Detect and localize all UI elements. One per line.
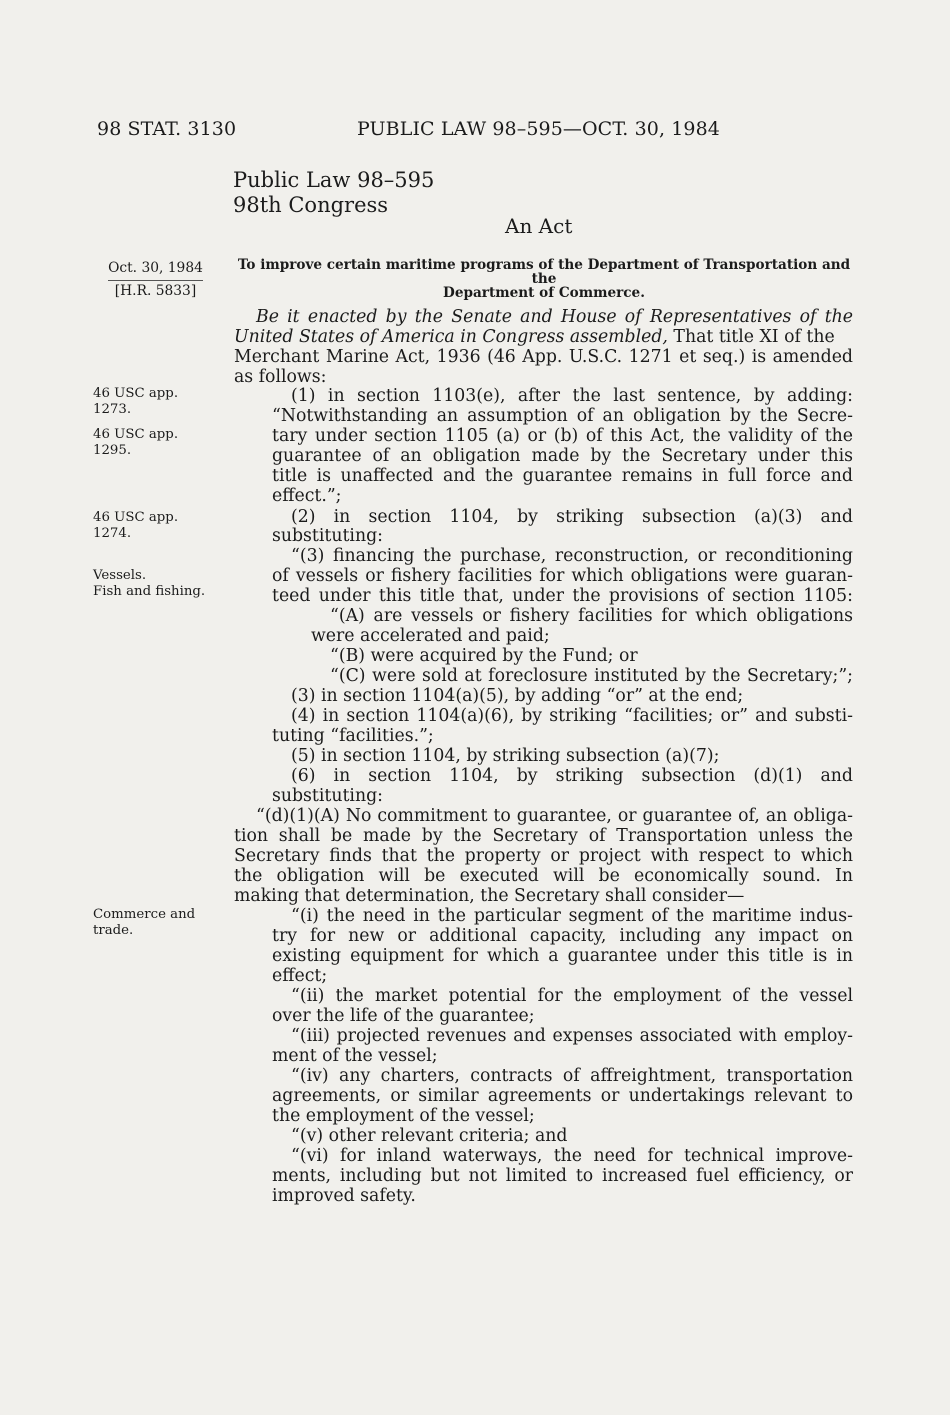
margin-note-line: 1295. xyxy=(93,443,132,458)
bill-number: [H.R. 5833] xyxy=(114,283,197,299)
congress-number: 98th Congress xyxy=(233,193,389,217)
margin-note-line: trade. xyxy=(93,923,134,938)
body-line: over the life of the guarantee; xyxy=(272,1006,535,1026)
margin-note-usc-1273 xyxy=(93,386,178,418)
enactment-date: Oct. 30, 1984 xyxy=(108,258,203,281)
margin-note-line: 46 USC app. xyxy=(93,427,179,442)
body-line: “(C) were sold at foreclosure instituted by the Secretary;”; xyxy=(330,666,853,686)
body-line: guarantee of an obligation made by the Secretary under this xyxy=(272,446,853,466)
body-line: (2) in section 1104, by striking subsection (a)(3) and xyxy=(291,507,853,527)
body-line: “(vi) for inland waterways, the need for technical improve- xyxy=(291,1146,853,1166)
body-line: making that determination, the Secretary shall consider— xyxy=(234,886,745,906)
body-line: “(v) other relevant criteria; and xyxy=(291,1126,568,1146)
body-line: agreements, or similar agreements or undertakings relevant to xyxy=(272,1086,853,1106)
body-line: title is unaffected and the guarantee remains in full force and xyxy=(272,466,853,486)
body-line: “(d)(1)(A) No commitment to guarantee, or guarantee of, an obliga- xyxy=(256,806,853,826)
margin-note-line: 1273. xyxy=(93,402,132,417)
enacting-clause-line xyxy=(234,327,853,347)
body-line: Secretary finds that the property or project with respect to which xyxy=(234,846,853,866)
body-line: tion shall be made by the Secretary of Transportation unless the xyxy=(234,826,853,846)
enacting-clause-rest: That title XI of the xyxy=(667,327,835,347)
body-line: improved safety. xyxy=(272,1186,416,1206)
body-line: try for new or additional capacity, including any impact on xyxy=(272,926,853,946)
body-line: ment of the vessel; xyxy=(272,1046,438,1066)
purpose-line: Department of Commerce. xyxy=(443,285,645,301)
body-line: substituting: xyxy=(272,526,383,546)
margin-note-line: 46 USC app. xyxy=(93,510,179,525)
body-line: (1) in section 1103(e), after the last sentence, by adding: xyxy=(291,386,853,406)
margin-note-line: 46 USC app. xyxy=(93,386,179,401)
body-line: the obligation will be executed will be economically sound. In xyxy=(234,866,853,886)
margin-note-line: 1274. xyxy=(93,526,132,541)
body-line: were accelerated and paid; xyxy=(311,626,550,646)
body-line: “Notwithstanding an assumption of an obligation by the Secre- xyxy=(272,406,853,426)
margin-note-line: Commerce and xyxy=(93,907,196,922)
running-head-right: PUBLIC LAW 98–595—OCT. 30, 1984 xyxy=(357,118,720,140)
margin-note-vessels xyxy=(93,568,205,600)
running-head-left: 98 STAT. 3130 xyxy=(97,118,237,140)
law-title-block xyxy=(233,168,434,218)
body-line: “(3) financing the purchase, reconstruction, or reconditioning xyxy=(291,546,853,566)
enacting-clause-line: Be it enacted by the Senate and House of Representatives of the xyxy=(256,307,853,327)
body-line: “(i) the need in the particular segment of the maritime indus- xyxy=(291,906,853,926)
body-line: “(B) were acquired by the Fund; or xyxy=(330,646,638,666)
body-line: (4) in section 1104(a)(6), by striking “facilities; or” and substi- xyxy=(291,706,853,726)
body-line: (3) in section 1104(a)(5), by adding “or” at the end; xyxy=(291,686,744,706)
body-line: as follows: xyxy=(234,367,327,387)
body-line: (5) in section 1104, by striking subsection (a)(7); xyxy=(291,746,720,766)
body-line: (6) in section 1104, by striking subsection (d)(1) and xyxy=(291,766,853,786)
body-line: substituting: xyxy=(272,786,383,806)
body-line: Merchant Marine Act, 1936 (46 App. U.S.C. 1271 et seq.) is amended xyxy=(234,347,853,367)
margin-note-line: Vessels. xyxy=(93,568,147,583)
body-line: tary under section 1105 (a) or (b) of this Act, the validity of the xyxy=(272,426,853,446)
body-line: “(iv) any charters, contracts of affreightment, transportation xyxy=(291,1066,853,1086)
body-line: ments, including but not limited to increased fuel efficiency, or xyxy=(272,1166,853,1186)
body-line: “(ii) the market potential for the employment of the vessel xyxy=(291,986,853,1006)
body-line: effect; xyxy=(272,966,328,986)
law-number: Public Law 98–595 xyxy=(233,168,435,192)
body-line: “(A) are vessels or fishery facilities for which obligations xyxy=(330,606,853,626)
body-line: of vessels or fishery facilities for which obligations were guaran- xyxy=(272,566,853,586)
enacting-clause-italic: United States of America in Congress assembled, xyxy=(234,327,668,347)
margin-note-usc-1295 xyxy=(93,427,178,459)
act-heading: An Act xyxy=(505,214,573,238)
body-line: effect.”; xyxy=(272,486,342,506)
body-line: tuting “facilities.”; xyxy=(272,726,434,746)
date-margin-note xyxy=(108,258,203,301)
purpose-line: To improve certain maritime programs of the Department of Transportation and the xyxy=(237,257,851,287)
body-line: “(iii) projected revenues and expenses associated with employ- xyxy=(291,1026,853,1046)
margin-note-usc-1274 xyxy=(93,510,178,542)
margin-note-line: Fish and fishing. xyxy=(93,584,206,599)
body-line: teed under this title that, under the provisions of section 1105: xyxy=(272,586,853,606)
margin-note-commerce xyxy=(93,907,195,939)
body-line: existing equipment for which a guarantee under this title is in xyxy=(272,946,853,966)
act-purpose xyxy=(234,258,854,300)
body-line: the employment of the vessel; xyxy=(272,1106,535,1126)
